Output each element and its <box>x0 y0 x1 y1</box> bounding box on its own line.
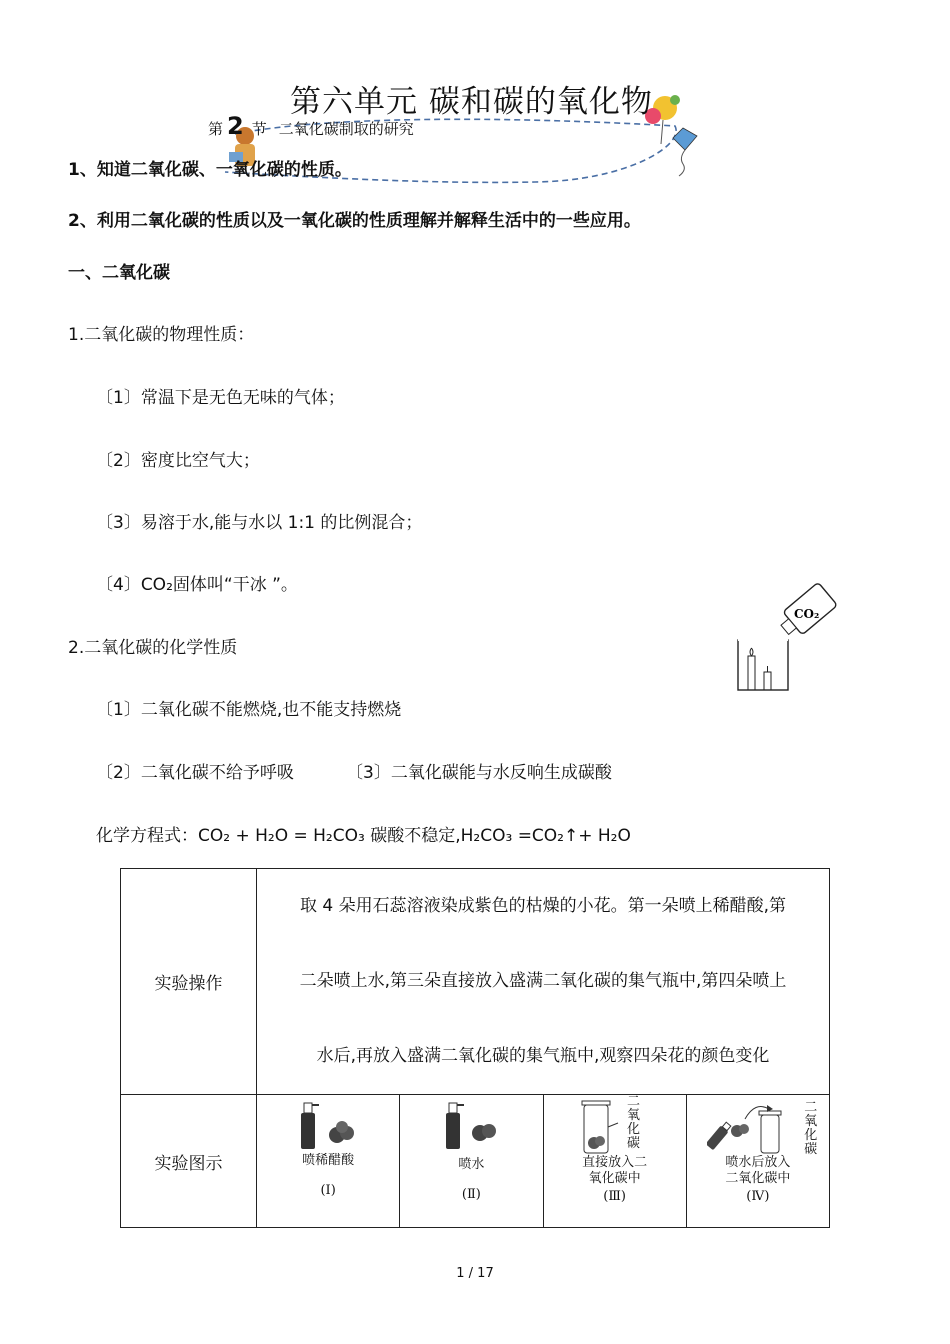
kite-icon <box>673 128 697 176</box>
pic-4-caption-2: 二氧化碳中 <box>725 1171 791 1186</box>
experiment-pic-1 <box>257 1095 400 1227</box>
physical-item-4: 〔4〕CO₂固体叫“干冰 ”。 <box>96 575 298 595</box>
heading-co2: 一、二氧化碳 <box>68 263 170 283</box>
table-row <box>121 1095 830 1228</box>
spray-bottle-icon <box>440 1099 510 1151</box>
section-suffix: 节 <box>251 120 267 138</box>
chemical-item-2: 〔2〕二氧化碳不给予呼吸 <box>96 763 294 783</box>
experiment-pic-3 <box>544 1095 687 1227</box>
page-title: 第六单元 碳和碳的氧化物 <box>290 84 653 120</box>
pic-label-cell: 实验图示 <box>121 1095 257 1228</box>
op-line-1: 取 4 朵用石蕊溶液染成紫色的枯燥的小花。第一朵喷上稀醋酸,第 <box>299 896 787 916</box>
table-row <box>121 869 830 1095</box>
physical-item-3: 〔3〕易溶于水,能与水以 1:1 的比例混合； <box>96 513 423 533</box>
experiment-pic-2 <box>400 1095 543 1227</box>
op-text-cell <box>257 869 830 1095</box>
chemical-heading: 2.二氧化碳的化学性质 <box>68 638 238 658</box>
pic-4-side-label: 二氧化碳 <box>804 1100 818 1157</box>
pic-2-caption: 喷水 <box>458 1157 485 1172</box>
spray-bottle-icon <box>295 1099 365 1151</box>
chemical-equation: 化学方程式：CO₂ + H₂O = H₂CO₃ 碳酸不稳定,H₂CO₃ =CO₂↑+ H₂O <box>96 826 631 846</box>
experiment-table <box>120 868 830 1228</box>
pic-4-caption: 喷水后放入 <box>725 1155 791 1170</box>
physical-item-2: 〔2〕密度比空气大； <box>96 451 260 471</box>
op-line-3: 水后,再放入盛满二氧化碳的集气瓶中,观察四朵花的颜色变化 <box>316 1046 770 1066</box>
objective-2: 2、利用二氧化碳的性质以及一氧化碳的性质理解并解释生活中的一些应用。 <box>68 211 641 231</box>
page-number: 1 / 17 <box>456 1266 494 1281</box>
pic-1-caption: 喷稀醋酸 <box>302 1153 355 1168</box>
co2-label: CO₂ <box>794 607 820 621</box>
pic-2-numeral: (Ⅱ) <box>461 1187 481 1202</box>
op-line-2: 二朵喷上水,第三朵直接放入盛满二氧化碳的集气瓶中,第四朵喷上 <box>299 971 787 991</box>
section-subtitle <box>208 112 414 140</box>
pic-3-side-label: 二氧化碳 <box>626 1094 640 1151</box>
pic-3-caption: 直接放入二 <box>582 1155 648 1170</box>
pic-3-numeral: (Ⅲ) <box>603 1189 626 1204</box>
section-title: 二氧化碳制取的研究 <box>278 120 414 138</box>
chemical-item-1: 〔1〕二氧化碳不能燃烧,也不能支持燃烧 <box>96 700 402 720</box>
op-label-cell: 实验操作 <box>121 869 257 1095</box>
physical-heading: 1.二氧化碳的物理性质： <box>68 325 255 345</box>
section-prefix: 第 <box>208 120 224 138</box>
objective-1: 1、知道二氧化碳、一氧化碳的性质。 <box>68 160 352 180</box>
experiment-pic-4 <box>687 1095 829 1227</box>
chemical-item-3: 〔3〕二氧化碳能与水反响生成碳酸 <box>346 763 612 783</box>
pic-3-caption-2: 氧化碳中 <box>588 1171 641 1186</box>
pics-cell <box>257 1095 830 1228</box>
physical-item-1: 〔1〕常温下是无色无味的气体； <box>96 388 345 408</box>
section-number: 2 <box>227 112 244 140</box>
pic-4-numeral: (Ⅳ) <box>746 1189 770 1204</box>
pic-1-numeral: (Ⅰ) <box>320 1183 336 1198</box>
spray-and-jar-icon <box>707 1097 787 1157</box>
co2-candle-figure <box>730 580 845 695</box>
